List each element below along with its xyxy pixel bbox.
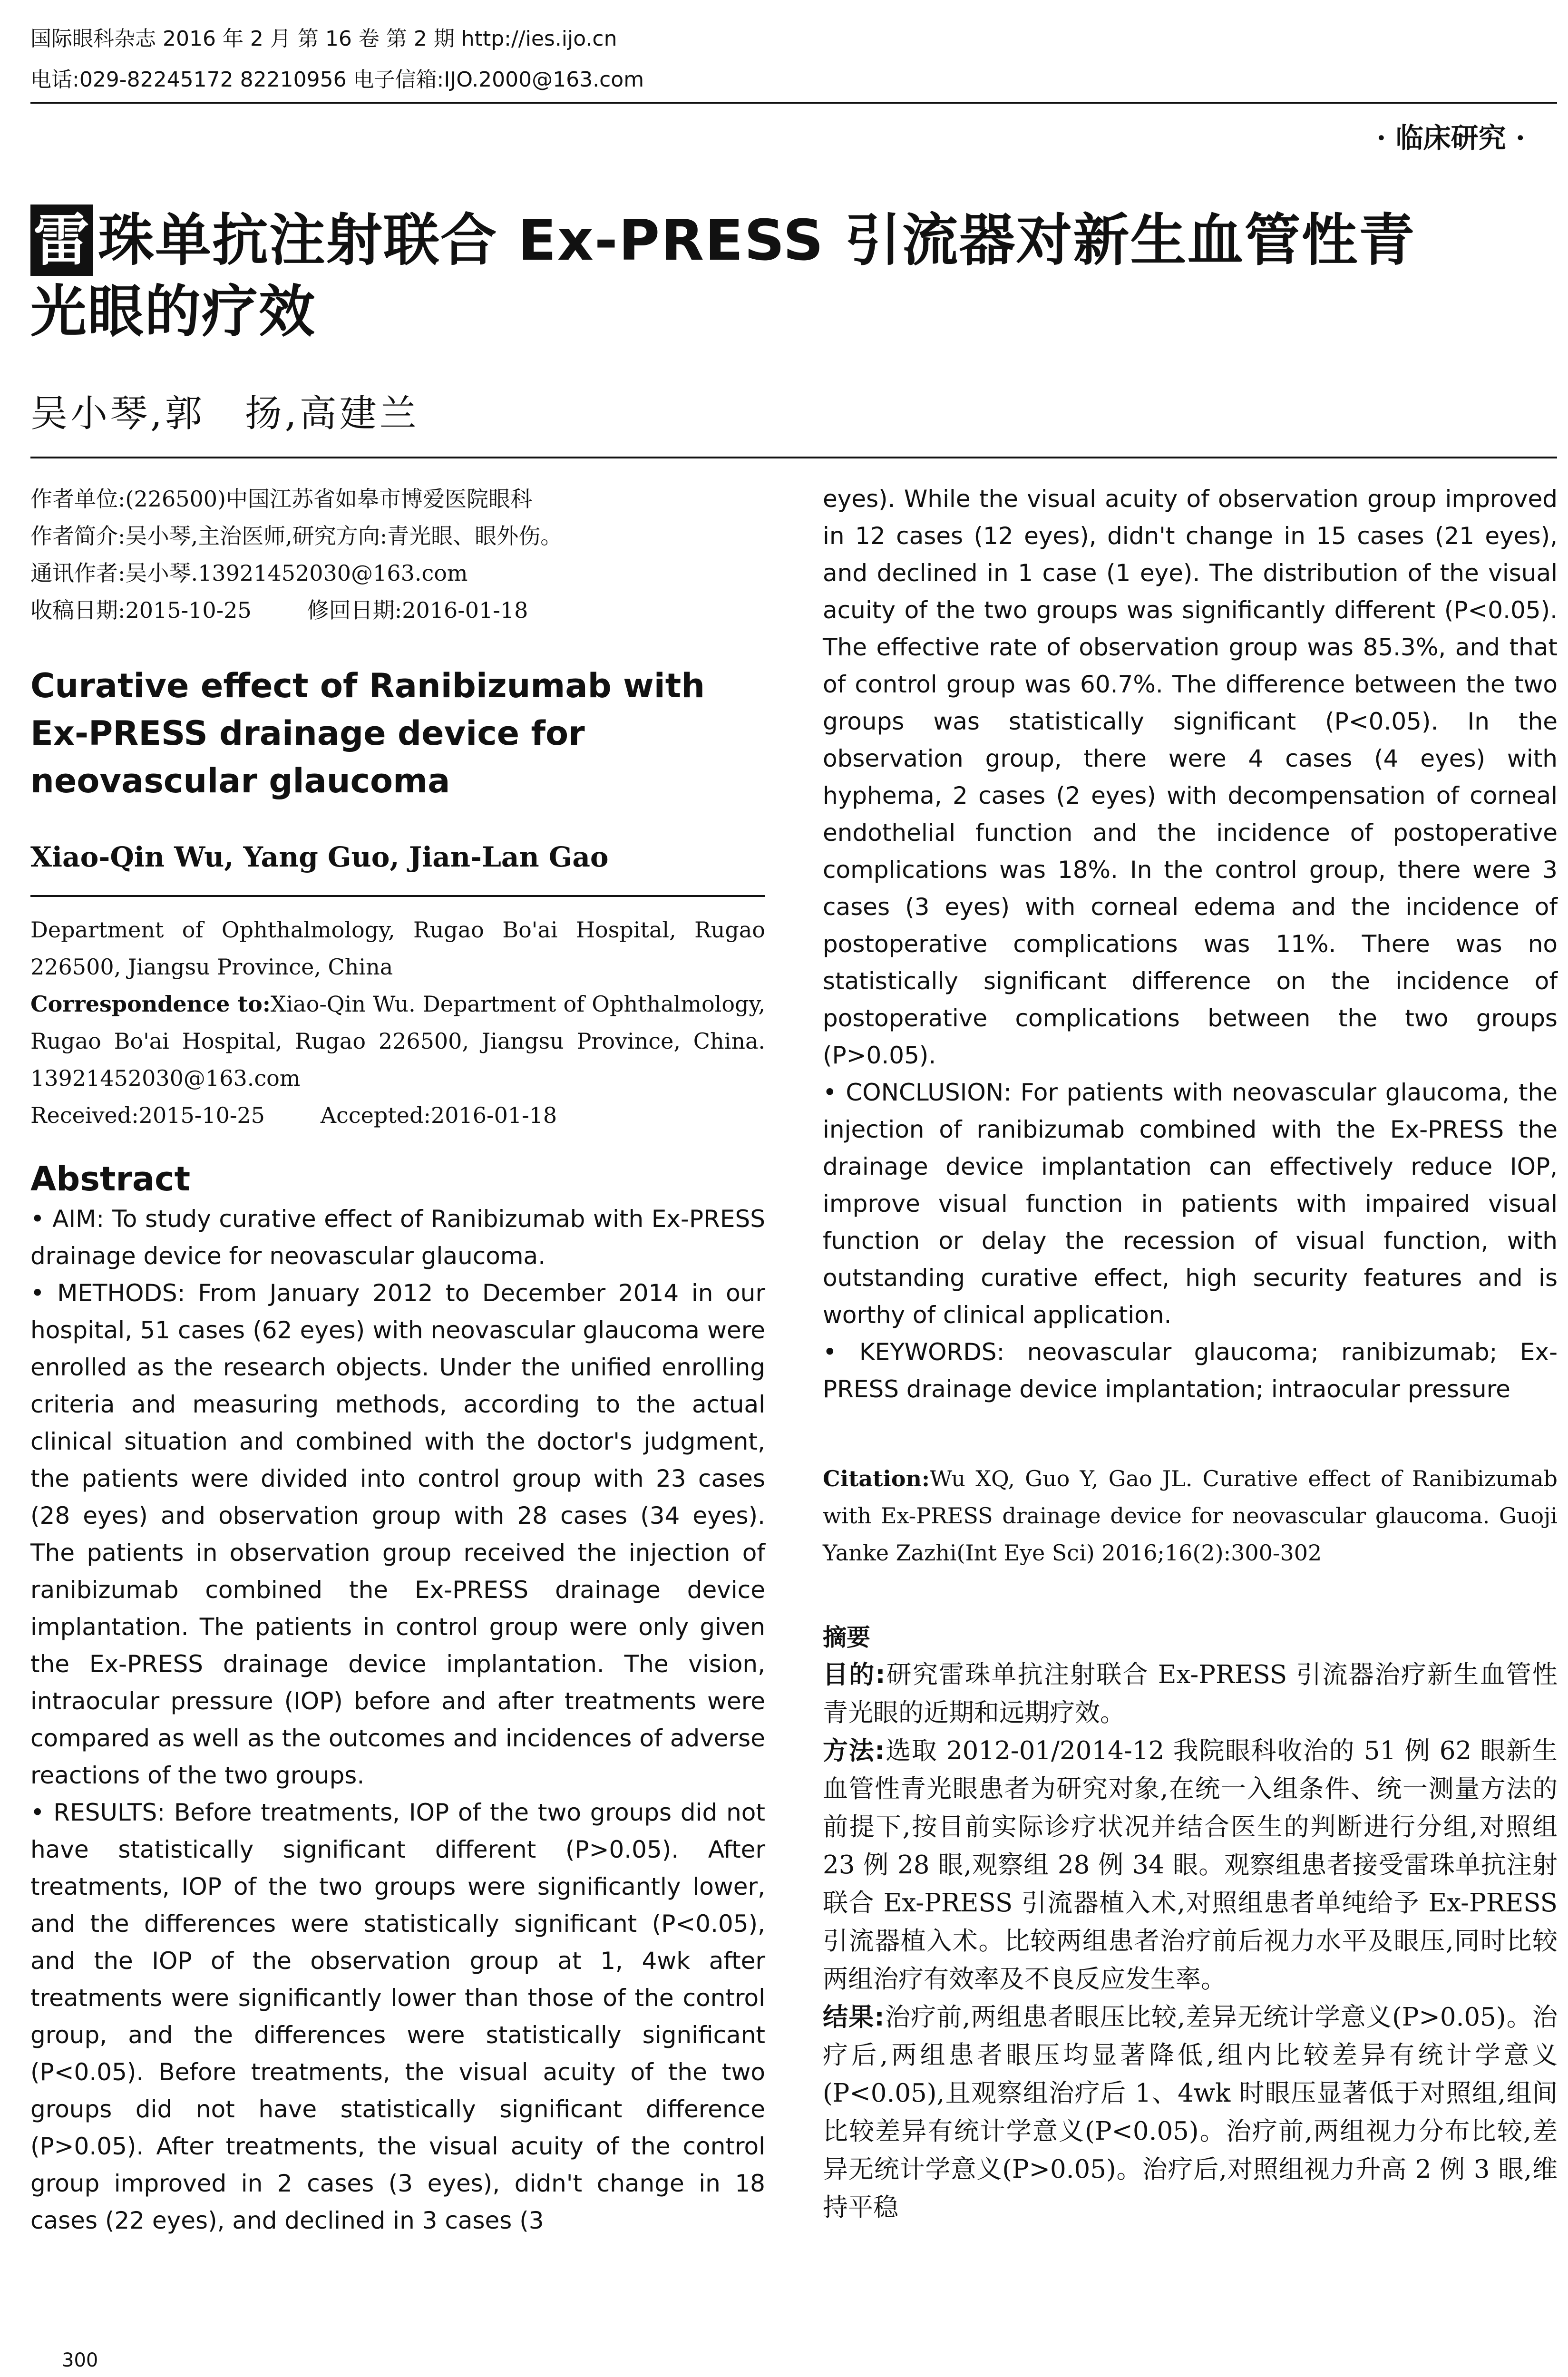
authors-rule [30,457,1557,458]
cn-abstract-aim [823,1656,1558,1732]
journal-header-line-1: 国际眼科杂志 2016 年 2 月 第 16 卷 第 2 期 http://ies.ijo.cn [30,27,617,51]
english-correspondence [30,985,765,1097]
page-number: 300 [62,2349,98,2371]
authors-cn: 吴小琴,郭 扬,高建兰 [30,392,419,435]
article-title [30,205,1557,347]
citation-label: Citation: [823,1466,930,1491]
correspondence-text: Xiao-Qin Wu. Department of Ophthalmology, Rugao Bo'ai Hospital, Rugao 226500, Jiangsu Province, China. 13921452030@163.com [30,991,765,1091]
english-received: Received:2015-10-25 Accepted:2016-01-18 [30,1102,557,1128]
author-bio: 作者简介:吴小琴,主治医师,研究方向:青光眼、眼外伤。 [30,523,563,549]
section-label: · 临床研究 · [1376,122,1525,154]
english-authors-rule [30,895,765,897]
abstract-conclusion: • CONCLUSION: For patients with neovascular glaucoma, the injection of ranibizumab combined with the Ex-PRESS the drainage device implantation can effectively reduce IOP, improve visual function in patients with impaired visual function or delay the recession of visual function, with outstanding curative effect, high security features and is worthy of clinical application. [823,1079,1558,1329]
right-column [823,480,1558,2227]
abstract-methods: • METHODS: From January 2012 to December 2014 in our hospital, 51 cases (62 eyes) with neovascular glaucoma were enrolled as the research objects. Under the unified enrolling criteria and measuring methods, according to the actual clinical situation and combined with the doctor's judgment, the patients were divided into control group with 23 cases (28 eyes) and observation group with 28 cases (34 eyes). The patients in observation group received the injection of ranibizumab combined the Ex-PRESS drainage device implantation. The patients in control group were only given the Ex-PRESS drainage device implantation. The vision, intraocular pressure (IOP) before and after treatments were compared as well as the outcomes and incidences of adverse reactions of the two groups. [30,1279,765,1789]
cn-results-label: 结果: [823,2003,885,2032]
english-title: Curative effect of Ranibizumab with Ex-PRESS drainage device for neovascular glaucoma [30,666,705,800]
received-dates-cn: 收稿日期:2015-10-25 修回日期:2016-01-18 [30,597,528,623]
title-line-1-text: 珠单抗注射联合 Ex-PRESS 引流器对新生血管性青 [98,207,1416,273]
cn-abstract-results [823,1998,1558,2227]
header-rule [30,102,1557,104]
cn-methods-text: 选取 2012-01/2014-12 我院眼科收治的 51 例 62 眼新生血管性青光眼患者为研究对象,在统一入组条件、统一测量方法的前提下,按目前实际诊疗状况并结合医生的判断进行分组,对照组 23 例 28 眼,观察组 28 例 34 眼。观察组患者接受雷珠单抗注射联合 Ex-PRESS 引流器植入术,对照组患者单纯给予 Ex-PRESS 引流器植入术。比较两组患者治疗前后视力水平及眼压,同时比较两组治疗有效率及不良反应发生率。 [823,1736,1558,1994]
cn-aim-label: 目的: [823,1660,886,1689]
author-unit: 作者单位:(226500)中国江苏省如皋市博爱医院眼科 [30,486,532,512]
journal-header-line-2: 电话:029-82245172 82210956 电子信箱:IJO.2000@163.com [30,68,644,92]
cn-abstract-methods [823,1732,1558,1998]
title-line-1 [30,205,1557,276]
left-column [30,480,765,2239]
abstract-results-part-2: eyes). While the visual acuity of observation group improved in 12 cases (12 eyes), didn't change in 15 cases (21 eyes), and declined in 1 case (1 eye). The distribution of the visual acuity of the two groups was significantly different (P<0.05). The effective rate of observation group was 85.3%, and that of control group was 60.7%. The difference between the two groups was statistically significant (P<0.05). In the observation group, there were 4 cases (4 eyes) with hyphema, 2 cases (2 eyes) with decompensation of corneal endothelial function and the incidence of postoperative complications was 18%. In the control group, there were 3 cases (3 eyes) with corneal edema and the incidence of postoperative complications was 11%. There was no statistically significant difference on the incidence of postoperative complications between the two groups (P>0.05). [823,485,1558,1069]
title-first-char: 雷 [30,205,93,276]
abstract-results-part-1: • RESULTS: Before treatments, IOP of the two groups did not have statistically significant different (P>0.05). After treatments, IOP of the two groups were significantly lower, and the differences were statistically significant (P<0.05), and the IOP of the observation group at 1, 4wk after treatments were significantly lower than those of the control group, and the differences were statistically significant (P<0.05). Before treatments, the visual acuity of the two groups did not have statistically significant difference (P>0.05). After treatments, the visual acuity of the control group improved in 2 cases (3 eyes), didn't change in 18 cases (22 eyes), and declined in 3 cases (3 [30,1799,765,2234]
citation [823,1460,1558,1571]
corresponding-author: 通讯作者:吴小琴.13921452030@163.com [30,560,468,586]
abstract-keywords: • KEYWORDS: neovascular glaucoma; ranibizumab; Ex-PRESS drainage device implantation; intraocular pressure [823,1338,1558,1403]
cn-results-text: 治疗前,两组患者眼压比较,差异无统计学意义(P>0.05)。治疗后,两组患者眼压均显著降低,组内比较差异有统计学意义(P<0.05),且观察组治疗后 1、4wk 时眼压显著低于对照组,组间比较差异有统计学意义(P<0.05)。治疗前,两组视力分布比较,差异无统计学意义(P>0.05)。治疗后,对照组视力升高 2 例 3 眼,维持平稳 [823,2003,1558,2222]
cn-methods-label: 方法: [823,1736,885,1765]
correspondence-label: Correspondence to: [30,991,271,1017]
cn-aim-text: 研究雷珠单抗注射联合 Ex-PRESS 引流器治疗新生血管性青光眼的近期和远期疗效。 [823,1660,1558,1727]
english-authors: Xiao-Qin Wu, Yang Guo, Jian-Lan Gao [30,841,609,873]
abstract-aim: • AIM: To study curative effect of Ranibizumab with Ex-PRESS drainage device for neovascular glaucoma. [30,1205,765,1270]
cn-abstract-heading: 摘要 [823,1624,870,1651]
title-line-2: 光眼的疗效 [30,279,316,344]
english-affiliation: Department of Ophthalmology, Rugao Bo'ai Hospital, Rugao 226500, Jiangsu Province, China [30,917,765,980]
citation-text: Wu XQ, Guo Y, Gao JL. Curative effect of Ranibizumab with Ex-PRESS drainage device for neovascular glaucoma. Guoji Yanke Zazhi(Int Eye Sci) 2016;16(2):300-302 [823,1466,1558,1566]
abstract-heading: Abstract [30,1159,191,1198]
